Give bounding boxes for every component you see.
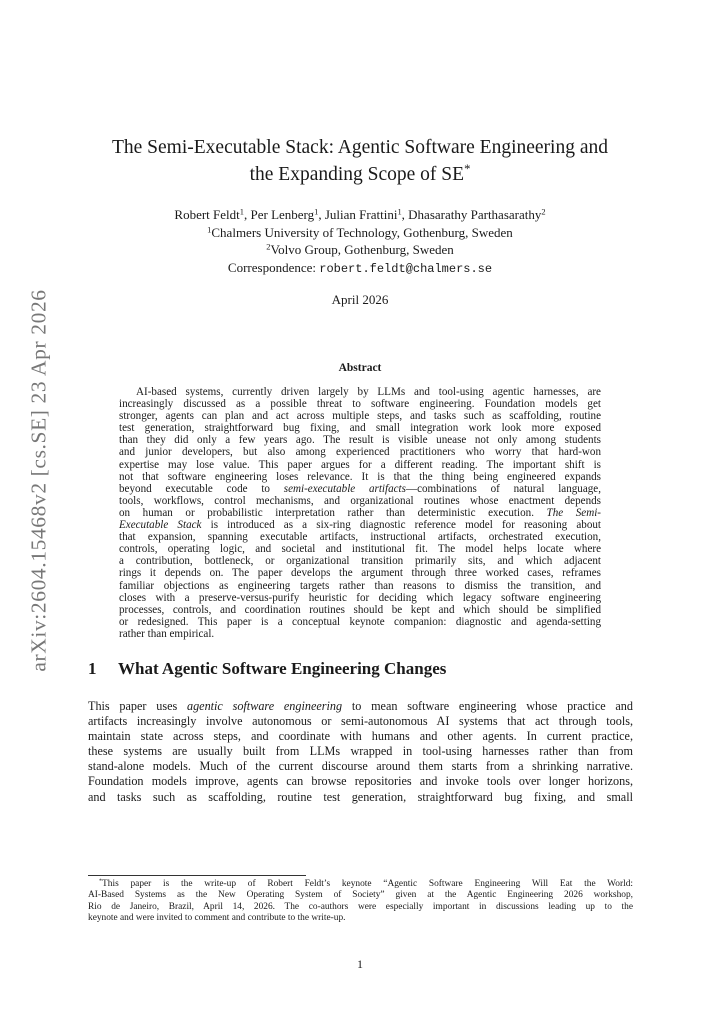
body-line: maintain state across steps, and coordinate with humans and other agents. In current practice, bbox=[88, 729, 633, 744]
footnote-line bbox=[88, 879, 633, 890]
emphasis-term: semi-executable artifacts bbox=[283, 482, 406, 495]
footnote bbox=[88, 879, 633, 924]
body-text-run: This paper uses bbox=[88, 699, 187, 713]
abstract-line: controls, operating logic, and societal and institutional fit. The model helps locate where bbox=[119, 543, 601, 556]
section-number: 1 bbox=[88, 659, 97, 678]
abstract-text: on human or probabilistic interpretation rather than deterministic execution. bbox=[119, 506, 547, 519]
author-affiliation-mark: 1 bbox=[397, 206, 402, 217]
abstract-text: beyond executable code to bbox=[119, 482, 284, 495]
paper-title bbox=[60, 134, 660, 188]
author-name: Per Lenberg bbox=[250, 207, 315, 222]
author-name: Dhasarathy Parthasarathy bbox=[408, 207, 542, 222]
footnote-text: This paper is the write-up of Robert Feldt’s keynote “Agentic Software Engineering Will Eat the World: bbox=[102, 879, 633, 889]
abstract-line: and junior developers, but also among experienced practitioners who worry that hard-won bbox=[119, 446, 601, 459]
abstract-line: rings it depends on. The paper develops the argument through three worked cases, reframes bbox=[119, 567, 601, 580]
author-name: Julian Frattini bbox=[324, 207, 398, 222]
author-affiliation-mark: 1 bbox=[314, 206, 319, 217]
arxiv-identifier-stamp bbox=[17, 288, 61, 672]
emphasis-term: Executable Stack bbox=[119, 519, 202, 532]
abstract-heading: Abstract bbox=[338, 362, 382, 374]
footnote-line: keynote and were invited to comment and contribute to the write-up. bbox=[88, 912, 346, 923]
abstract-line: AI-based systems, currently driven largely by LLMs and tool-using agentic harnesses, are bbox=[136, 386, 601, 398]
affiliation-2 bbox=[60, 241, 660, 259]
author-name: Robert Feldt bbox=[174, 207, 240, 222]
abstract-line: than they did only a few years ago. The result is visible unease not only among students bbox=[119, 434, 601, 447]
publication-date: April 2026 bbox=[331, 292, 389, 307]
abstract-line: rather than empirical. bbox=[119, 627, 215, 640]
affiliation-text: Chalmers University of Technology, Gothenburg, Sweden bbox=[211, 224, 513, 240]
affiliation-text: Volvo Group, Gothenburg, Sweden bbox=[270, 242, 454, 257]
page-number: 1 bbox=[357, 957, 363, 971]
abstract-line: tools, workflows, control mechanisms, and organizational routines whose enactment depends bbox=[119, 494, 601, 507]
arxiv-identifier-text: arXiv:2604.15468v2 [cs.SE] 23 Apr 2026 bbox=[26, 288, 51, 672]
abstract-line: a contribution, bottleneck, or organizational transition primarily sits, and which adjacent bbox=[119, 555, 601, 568]
author-separator: , bbox=[318, 207, 325, 222]
body-line: and tasks such as scaffolding, routine test generation, straightforward bug fixing, and small bbox=[88, 789, 633, 804]
abstract-text: —combinations of natural language, bbox=[405, 482, 602, 495]
author-affiliation-mark: 1 bbox=[239, 206, 244, 217]
abstract-line: processes, controls, and coordination routines should be kept and which should be simplified bbox=[119, 603, 601, 616]
author-list bbox=[60, 206, 660, 224]
title-footnote-mark: * bbox=[464, 162, 471, 177]
abstract-line: or redesigned. This paper is a conceptual keynote companion: diagnostic and agenda-setting bbox=[119, 615, 601, 628]
abstract-text: is introduced as a six-ring diagnostic reference model for reasoning about bbox=[201, 519, 601, 532]
abstract-line: closes with a preserve-versus-purify heuristic for deciding which legacy software engineering bbox=[119, 591, 601, 604]
abstract-line: increasingly discussed as a possible threat to software engineering. Foundation models get bbox=[119, 398, 601, 411]
body-line: these systems are usually built from LLMs wrapped in tool-using harnesses rather than from bbox=[88, 744, 633, 759]
emphasis-term: The Semi- bbox=[546, 506, 601, 519]
body-text-run: to mean software engineering whose practice and bbox=[342, 699, 633, 713]
footnote-mark: * bbox=[99, 878, 103, 885]
abstract-line bbox=[119, 519, 601, 531]
body-line bbox=[88, 699, 633, 714]
correspondence bbox=[60, 259, 660, 279]
abstract-line bbox=[119, 507, 601, 519]
abstract-line bbox=[119, 483, 601, 495]
abstract-line: stronger, agents can plan and act across multiple steps, and tasks such as scaffolding, routine bbox=[119, 410, 601, 423]
author-separator: , bbox=[243, 207, 251, 222]
abstract-line: expertise may lose value. This paper argues for a different reading. The important shift is bbox=[119, 458, 601, 471]
title-line-2-text: the Expanding Scope of SE bbox=[249, 164, 465, 185]
section-title: What Agentic Software Engineering Changes bbox=[118, 659, 447, 678]
section-heading bbox=[88, 659, 446, 679]
author-block bbox=[60, 206, 660, 278]
footnote-line: Rio de Janeiro, Brazil, April 14, 2026. The co-authors were especially important in discussions leading up to the bbox=[88, 901, 633, 912]
body-line: stand-alone models. Much of the current discourse around them starts from a shrinking narrative. bbox=[88, 759, 633, 774]
affiliation-mark: 1 bbox=[207, 223, 212, 234]
title-line-2 bbox=[60, 161, 660, 188]
emphasis-term: agentic software engineering bbox=[186, 699, 343, 713]
affiliation-1 bbox=[60, 224, 660, 242]
correspondence-label: Correspondence: bbox=[227, 259, 320, 275]
correspondence-email[interactable]: robert.feldt@chalmers.se bbox=[319, 261, 493, 276]
abstract-body bbox=[119, 386, 601, 640]
author-separator: , bbox=[401, 207, 409, 222]
abstract-line: not that software engineering loses relevance. It is that the thing being engineered expands bbox=[119, 470, 601, 483]
abstract-line: familiar objections as engineering targets rather than reasons to dismiss the transition, and bbox=[119, 579, 601, 592]
title-line-1: The Semi-Executable Stack: Agentic Software Engineering and bbox=[111, 137, 608, 158]
footnote-line: AI-Based Systems as the New Operating System of Society” given at the Agentic Engineering 2026 workshop, bbox=[88, 890, 633, 901]
abstract-line: test generation, straightforward bug fixing, and small integration work look more exposed bbox=[119, 422, 601, 435]
body-line: artifacts increasingly involve autonomous or semi-autonomous AI systems that act through tools, bbox=[88, 714, 633, 729]
affiliation-mark: 2 bbox=[266, 241, 271, 252]
body-line: Foundation models improve, agents can browse repositories and invoke tools over longer horizons, bbox=[88, 774, 633, 789]
footnote-rule bbox=[88, 875, 306, 876]
body-text bbox=[88, 699, 633, 805]
author-affiliation-mark: 2 bbox=[541, 206, 546, 217]
abstract-line: that expansion, spanning executable artifacts, instructional artifacts, orchestrated execution, bbox=[119, 531, 601, 544]
